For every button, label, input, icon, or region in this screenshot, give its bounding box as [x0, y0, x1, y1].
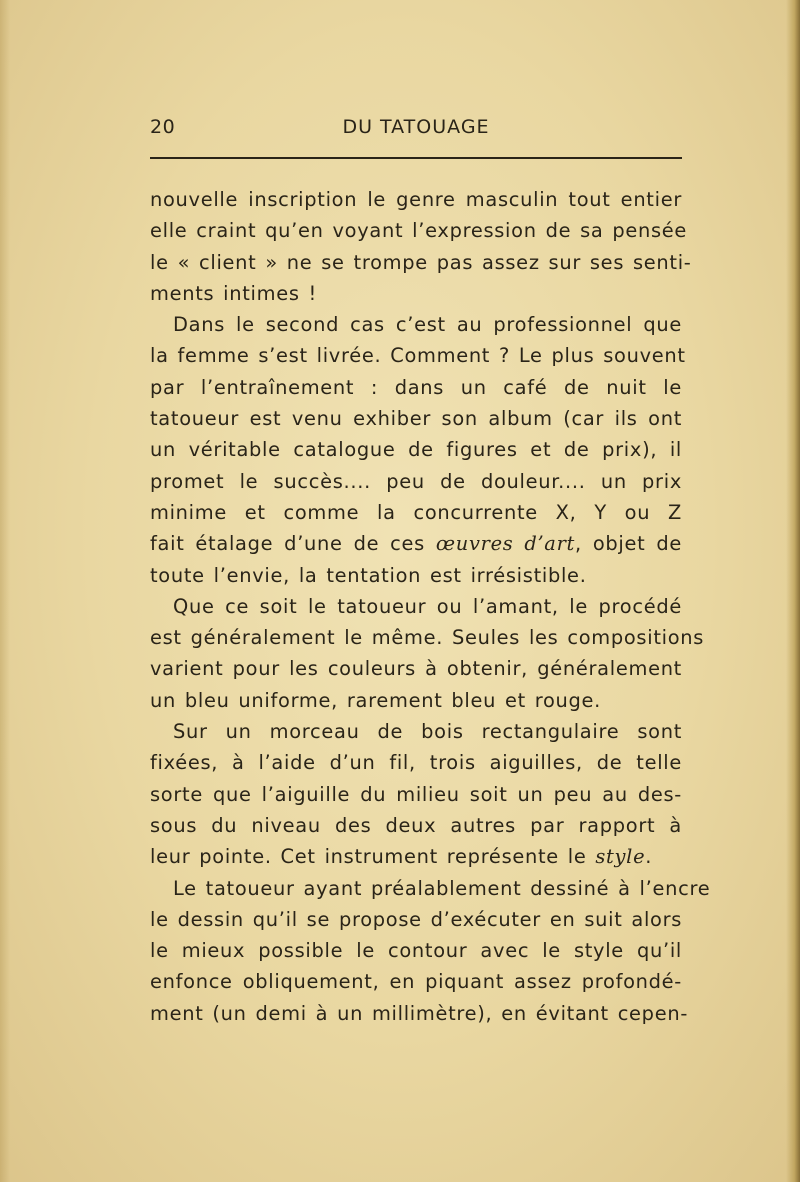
text-line: un véritable catalogue de figures et de prix), il: [150, 438, 682, 462]
header-rule: [150, 157, 682, 159]
text-line: nouvelle inscription le genre masculin tout entier: [150, 188, 682, 211]
text-line: Dans le second cas c’est au professionnel que: [173, 313, 682, 337]
text-line: fixées, à l’aide d’un fil, trois aiguilles, de telle: [150, 751, 682, 775]
text-line: Le tatoueur ayant préalablement dessiné à l’encre: [173, 876, 711, 900]
text-line: est généralement le même. Seules les compositions: [150, 626, 705, 650]
running-title: DU TATOUAGE: [342, 116, 490, 138]
text-line: [150, 528, 682, 559]
text-line: varient pour les couleurs à obtenir, généralement: [150, 657, 682, 681]
italic-term-segment: style: [595, 845, 646, 869]
text-segment: fait étalage d’une de ces: [150, 532, 436, 556]
body-text: [150, 184, 711, 1029]
text-line: sous du niveau des deux autres par rapport à: [150, 813, 682, 837]
text-line: la femme s’est livrée. Comment ? Le plus souvent: [150, 344, 686, 368]
text-line: ment (un demi à un millimètre), en évitant cepen-: [150, 1001, 689, 1025]
text-line: [150, 841, 682, 872]
italic-title-segment: œuvres d’art: [435, 532, 576, 556]
text-line: un bleu uniforme, rarement bleu et rouge.: [150, 688, 602, 712]
running-header: [150, 116, 682, 140]
text-segment: .: [645, 845, 653, 869]
text-line: elle craint qu’en voyant l’expression de sa pensée: [150, 219, 688, 243]
text-line: par l’entraînement : dans un café de nuit le: [150, 375, 682, 399]
text-line: promet le succès.... peu de douleur.... un prix: [150, 469, 682, 493]
text-line: sorte que l’aiguille du milieu soit un peu au des-: [150, 782, 682, 806]
text-line: le mieux possible le contour avec le style qu’il: [150, 939, 682, 963]
text-line: enfonce obliquement, en piquant assez profondé-: [150, 970, 682, 994]
text-segment: leur pointe. Cet instrument représente le: [150, 845, 596, 869]
text-segment: , objet de: [575, 532, 682, 556]
text-line: tatoueur est venu exhiber son album (car ils ont: [150, 407, 682, 431]
page-right-edge-shadow: [786, 0, 800, 1182]
page-number: 20: [150, 116, 176, 138]
text-line: le « client » ne se trompe pas assez sur ses senti-: [150, 250, 692, 274]
text-line: Que ce soit le tatoueur ou l’amant, le procédé: [173, 594, 682, 618]
text-line: ments intimes !: [150, 281, 318, 305]
text-line: le dessin qu’il se propose d’exécuter en suit alors: [150, 907, 683, 931]
text-line: minime et comme la concurrente X, Y ou Z: [150, 500, 682, 524]
text-line: toute l’envie, la tentation est irrésistible.: [150, 563, 587, 587]
page-left-edge-shadow: [0, 0, 10, 1182]
text-line: Sur un morceau de bois rectangulaire sont: [173, 720, 682, 744]
